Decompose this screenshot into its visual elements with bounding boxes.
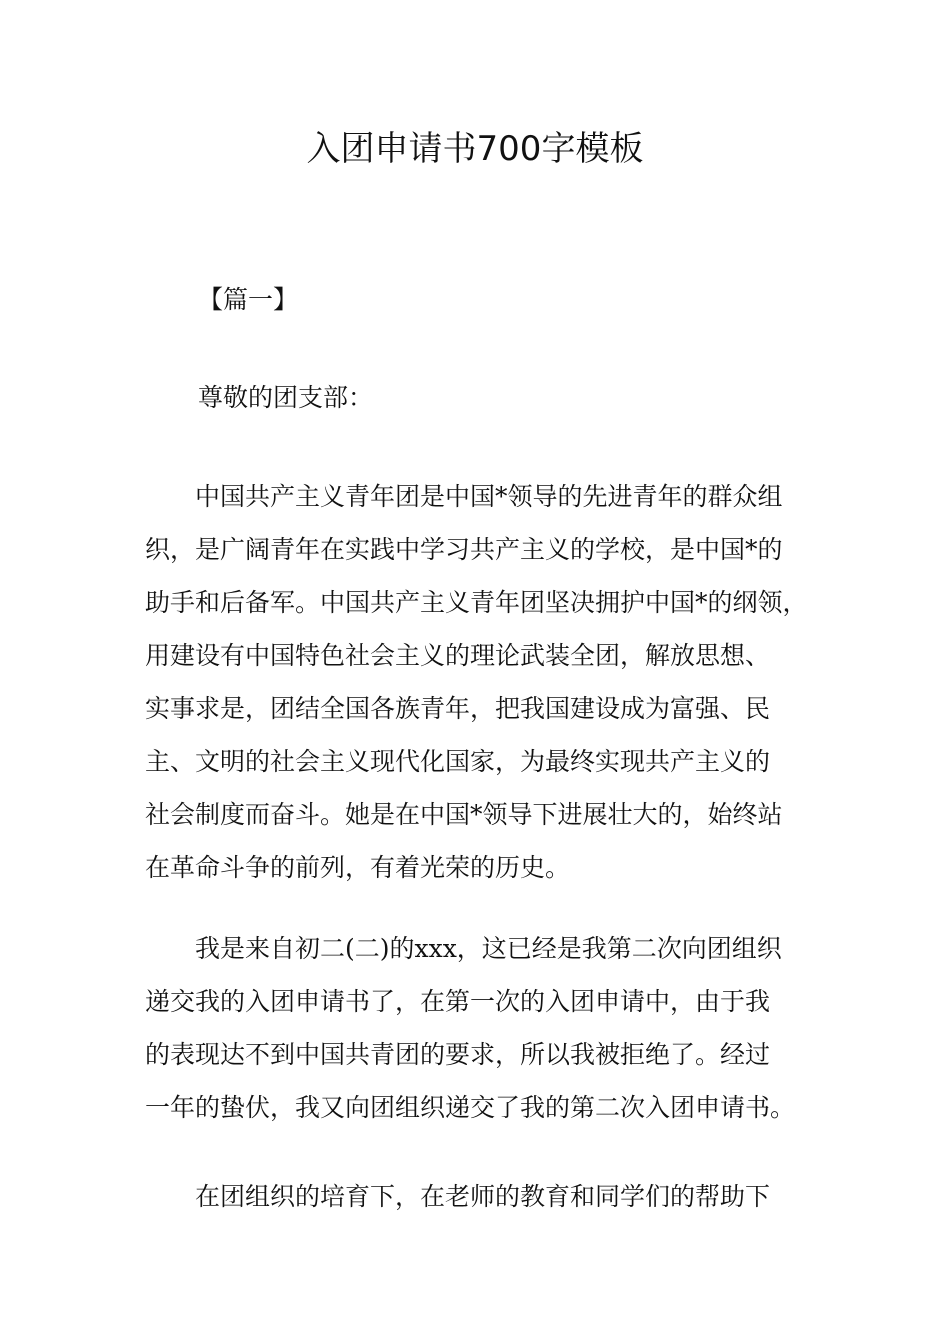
paragraph-line: 递交我的入团申请书了，在第一次的入团申请中，由于我 [145, 987, 771, 1016]
paragraph-1 [145, 470, 810, 894]
section-heading: 【篇一】 [198, 285, 299, 314]
paragraph-line: 一年的蛰伏，我又向团组织递交了我的第二次入团申请书。 [145, 1093, 796, 1122]
paragraph-line: 在革命斗争的前列，有着光荣的历史。 [145, 853, 571, 882]
paragraph-line: 中国共产主义青年团是中国*领导的先进青年的群众组 [145, 482, 783, 511]
paragraph-line: 社会制度而奋斗。她是在中国*领导下进展壮大的，始终站 [145, 800, 783, 829]
paragraph-2 [145, 922, 810, 1134]
document-title: 入团申请书700字模板 [306, 129, 644, 169]
paragraph-line: 我是来自初二(二)的xxx，这已经是我第二次向团组织 [145, 934, 782, 963]
paragraph-line: 主、文明的社会主义现代化国家，为最终实现共产主义的 [145, 747, 771, 776]
salutation: 尊敬的团支部： [198, 383, 374, 412]
paragraph-line: 用建设有中国特色社会主义的理论武装全团，解放思想、 [145, 641, 771, 670]
paragraph-line: 织，是广阔青年在实践中学习共产主义的学校，是中国*的 [145, 535, 783, 564]
paragraph-line: 的表现达不到中国共青团的要求，所以我被拒绝了。经过 [145, 1040, 771, 1069]
paragraph-3 [145, 1170, 810, 1223]
paragraph-line: 实事求是，团结全国各族青年，把我国建设成为富强、民 [145, 694, 771, 723]
paragraph-line: 助手和后备军。中国共产主义青年团坚决拥护中国*的纲领， [145, 588, 808, 617]
paragraph-line: 在团组织的培育下，在老师的教育和同学们的帮助下 [145, 1182, 771, 1211]
